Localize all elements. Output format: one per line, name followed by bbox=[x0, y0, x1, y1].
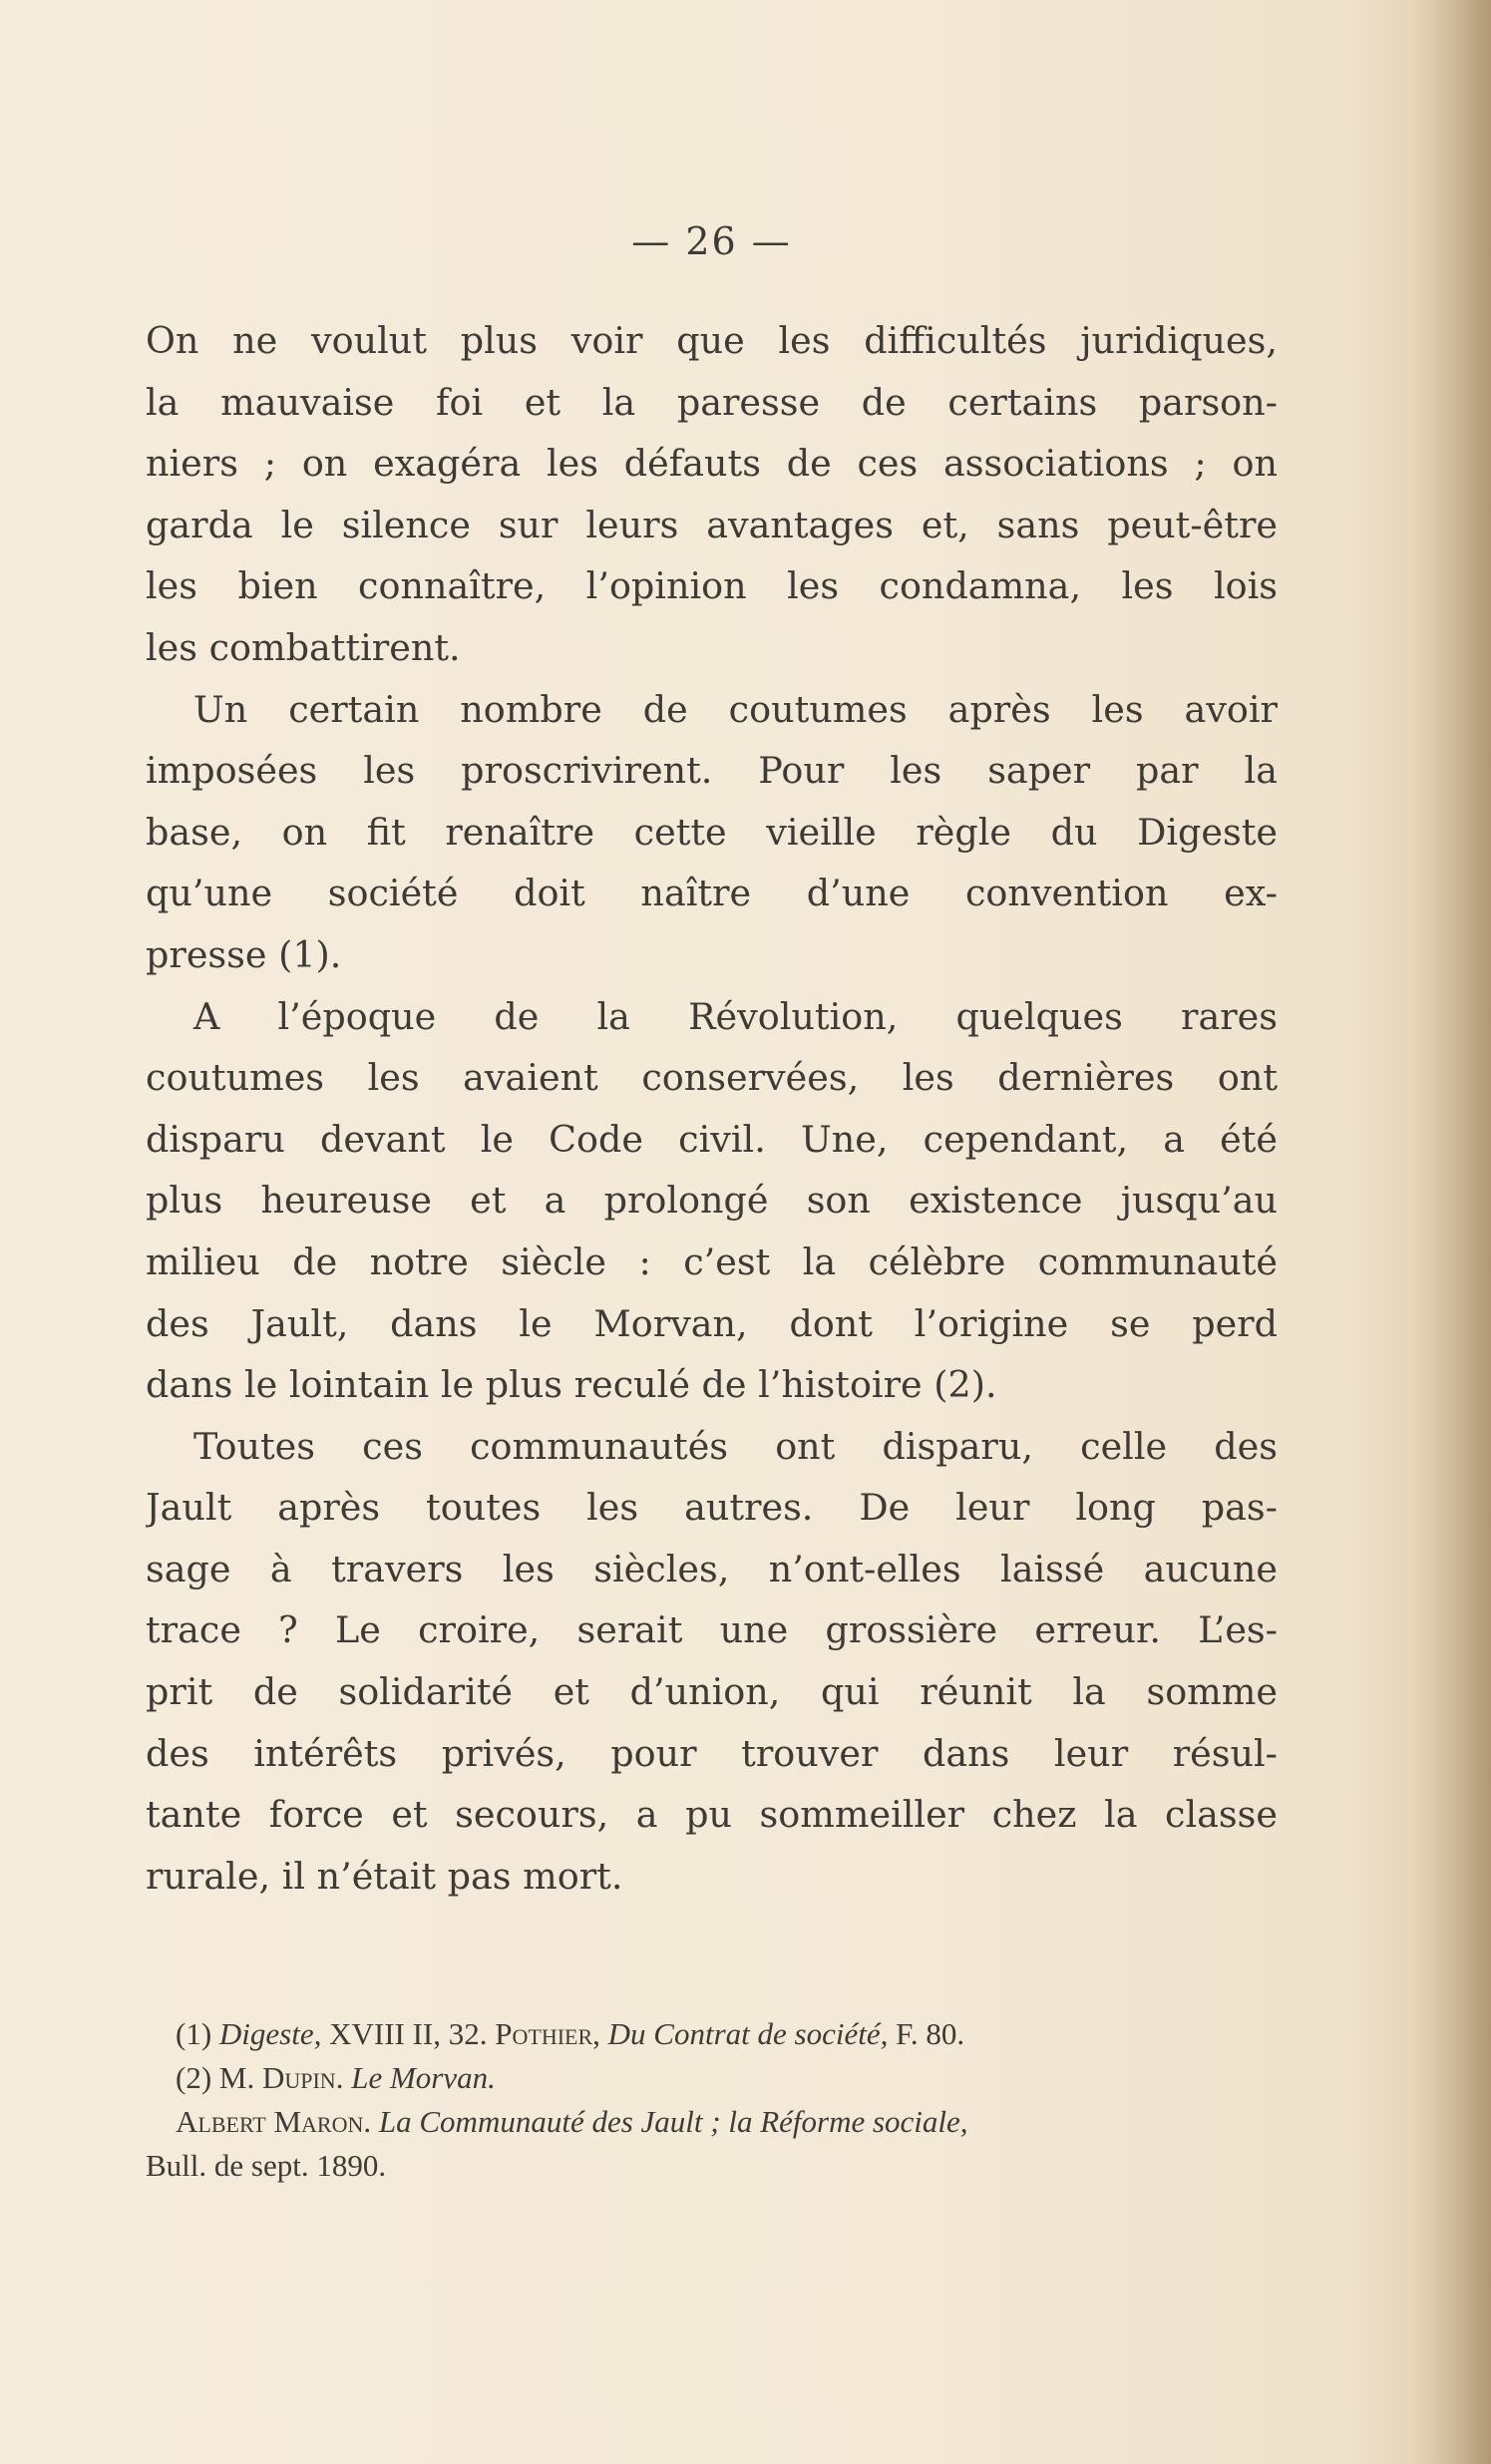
footnote-2 bbox=[176, 2056, 1278, 2100]
footnote-3-continuation: Bull. de sept. 1890. bbox=[146, 2148, 387, 2183]
footnote-1-reference: XVIII II, 32. bbox=[329, 2016, 488, 2051]
text-line: imposées les proscrivirent. Pour les saper par la bbox=[146, 749, 1278, 793]
footnote-1-work-digeste: Digeste, bbox=[218, 2016, 322, 2051]
footnote-2-work: Le Morvan. bbox=[351, 2060, 496, 2095]
text-line: garda le silence sur leurs avantages et, sans peut-être bbox=[146, 503, 1278, 546]
footnotes bbox=[146, 2012, 1278, 2188]
footnote-3 bbox=[176, 2100, 1278, 2144]
text-line: coutumes les avaient conservées, les dernières ont bbox=[146, 1056, 1278, 1100]
footnote-1-work-contrat: Du Contrat de société, bbox=[607, 2016, 889, 2051]
text-line: tante force et secours, a pu sommeiller chez la classe bbox=[146, 1793, 1278, 1837]
text-line: Un certain nombre de coutumes après les avoir bbox=[193, 687, 1278, 731]
text-line: trace ? Le croire, serait une grossière erreur. L’es- bbox=[146, 1608, 1278, 1652]
text-line: des Jault, dans le Morvan, dont l’origine se perd bbox=[146, 1301, 1278, 1345]
text-line: base, on fit renaître cette vieille règle du Digeste bbox=[146, 810, 1278, 854]
text-line: disparu devant le Code civil. Une, cependant, a été bbox=[146, 1117, 1278, 1161]
footnote-1-author: Pothier, bbox=[495, 2016, 600, 2051]
text-line: plus heureuse et a prolongé son existence jusqu’au bbox=[146, 1179, 1278, 1223]
text-line: dans le lointain le plus reculé de l’histoire (2). bbox=[146, 1363, 997, 1407]
text-line: les bien connaître, l’opinion les condamna, les lois bbox=[146, 564, 1278, 608]
text-line: les combattirent. bbox=[146, 625, 461, 669]
text-line: Jault après toutes les autres. De leur long pas- bbox=[146, 1486, 1278, 1530]
text-line: rurale, il n’était pas mort. bbox=[146, 1854, 623, 1898]
page-edge-shadow bbox=[1411, 0, 1491, 2464]
text-line: prit de solidarité et d’union, qui réunit la somme bbox=[146, 1670, 1278, 1714]
text-line: des intérêts privés, pour trouver dans leur résul- bbox=[146, 1731, 1278, 1775]
text-line: qu’une société doit naître d’une convention ex- bbox=[146, 872, 1278, 915]
text-line: A l’époque de la Révolution, quelques rares bbox=[193, 994, 1278, 1038]
text-line: On ne voulut plus voir que les difficultés juridiques, bbox=[146, 319, 1278, 362]
footnote-1 bbox=[176, 2012, 1278, 2056]
footnote-2-marker: (2) bbox=[176, 2060, 212, 2095]
text-line: presse (1). bbox=[146, 932, 342, 976]
text-line: milieu de notre siècle : c’est la célèbre communauté bbox=[146, 1239, 1278, 1283]
footnote-3-author: Albert Maron. bbox=[176, 2104, 372, 2139]
text-line: Toutes ces communautés ont disparu, celle des bbox=[193, 1424, 1278, 1468]
page-number: — 26 — bbox=[631, 219, 792, 263]
text-line: sage à travers les siècles, n’ont-elles laissé aucune bbox=[146, 1547, 1278, 1590]
footnote-2-author: M. Dupin. bbox=[218, 2060, 344, 2095]
footnote-3-work: La Communauté des Jault ; la Réforme sociale, bbox=[378, 2104, 968, 2139]
footnote-1-page: F. 80. bbox=[896, 2016, 965, 2051]
text-line: niers ; on exagéra les défauts de ces associations ; on bbox=[146, 442, 1278, 486]
footnote-1-marker: (1) bbox=[176, 2016, 212, 2051]
body-text bbox=[146, 310, 1278, 1907]
text-line: la mauvaise foi et la paresse de certains parson- bbox=[146, 380, 1278, 424]
